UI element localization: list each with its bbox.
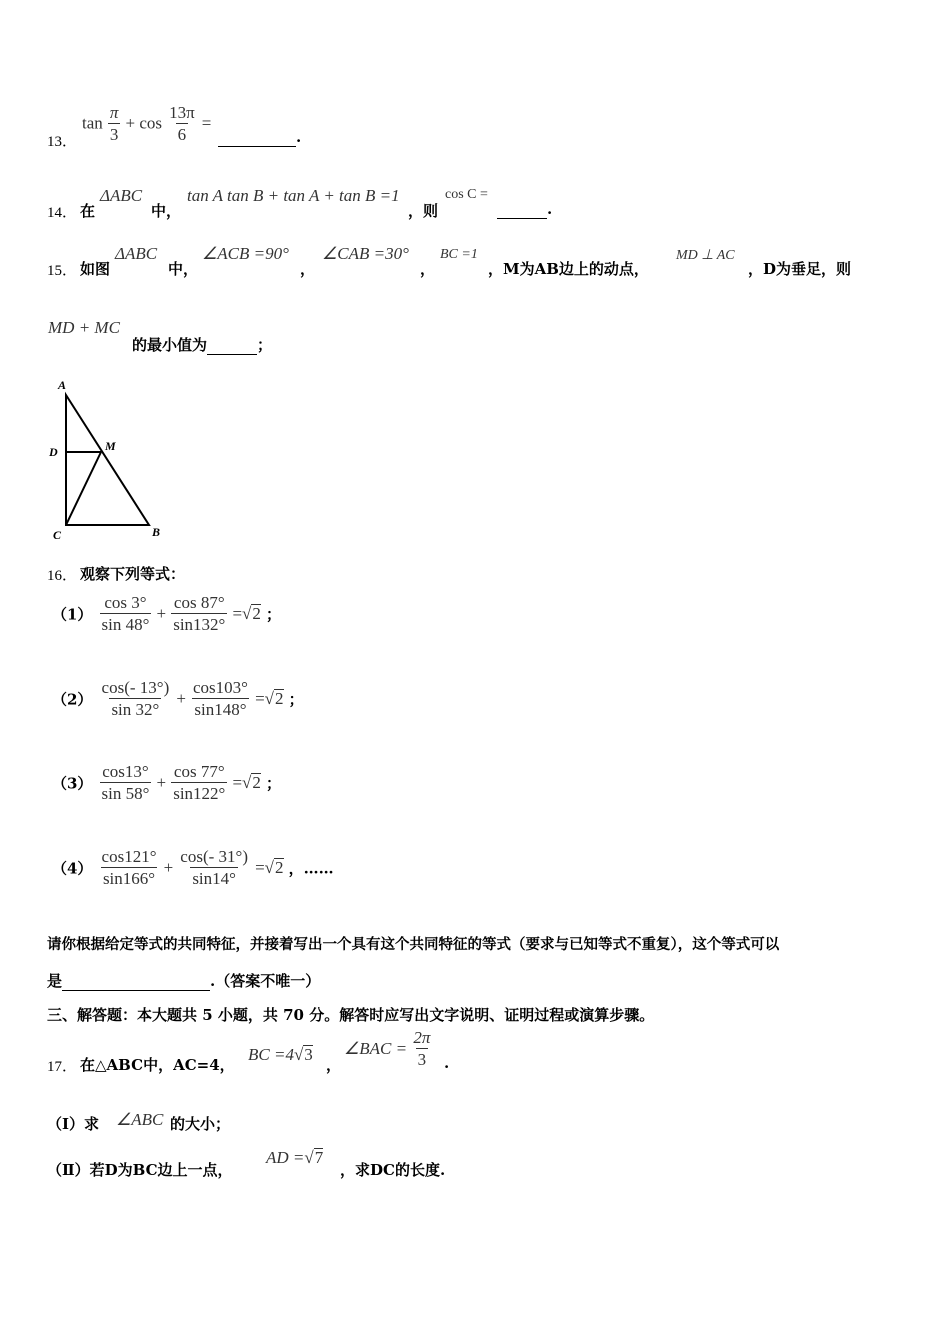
q16-number: 16． <box>47 568 78 584</box>
q15-bc: BC =1 <box>440 247 478 262</box>
q14-answer-blank[interactable]: . <box>497 200 552 219</box>
q15-perp: MD ⊥ AC <box>676 248 735 263</box>
q17-comma: ， <box>326 1056 342 1074</box>
q17-part1-end: 的大小； <box>170 1115 231 1133</box>
label-a: A <box>58 378 67 392</box>
q16-prompt-line-2: 是 .（答案不唯一） <box>47 972 321 990</box>
q16-equation-3: （3） $\frac{\cos 13^\circ}{\sin 58^\circ}$ + $\frac{\cos 77^\circ}{\sin 122^\circ}$ =√2 ； <box>52 762 281 803</box>
q15-figure <box>44 374 174 544</box>
q17-part2-end: ，求DC的长度. <box>340 1161 446 1179</box>
q17-number: 17． <box>47 1059 78 1075</box>
q17-part2-label: （Ⅱ）若D为BC边上一点， <box>47 1161 233 1179</box>
q14-text-zai: 在 <box>80 202 96 220</box>
q15-angle-cab: ∠CAB =30° <box>322 244 409 263</box>
q13-answer-blank[interactable]: . <box>218 128 301 147</box>
q16-title: 观察下列等式： <box>80 565 186 583</box>
q17-tail: . <box>444 1054 450 1072</box>
q13-fraction-2: $\frac{13\pi}{6}$ <box>169 103 195 144</box>
q16-equation-4: （4） $\frac{\cos 121^\circ}{\sin 166^\circ}$ + $\frac{\cos(- 31^\circ)}{\sin 14^\circ}$ =√2 ，…… <box>52 847 334 888</box>
q17-text: 在△ABC中，AC=4， <box>80 1056 235 1074</box>
q15-triangle: ΔABC <box>115 244 158 263</box>
q17-angle-bac: ∠BAC = $\frac{2\pi}{3}$ <box>344 1028 431 1069</box>
q17-part1-label: （Ⅰ）求 <box>47 1115 100 1133</box>
q14-condition: tan A tan B + tan A + tan B =1 <box>187 186 400 205</box>
q15-text-intro: 如图 <box>80 260 111 278</box>
label-d: D <box>49 445 58 459</box>
q14-text-zhong: 中， <box>151 202 182 220</box>
q13-expression: tan $\frac{\pi}{3}$ + cos $\frac{13\pi}{6}$ = <box>82 103 212 144</box>
q15-text-m: ，M为AB边上的动点， <box>488 260 649 278</box>
q16-equation-2: （2） $\frac{\cos(- 13^\circ)}{\sin 32^\circ}$ + $\frac{\cos 103^\circ}{\sin 148^\circ}$ =√2 ； <box>52 678 304 719</box>
q16-prompt-line-1: 请你根据给定等式的共同特征，并接着写出一个具有这个共同特征的等式（要求与已知等式不重复），这个等式可以 <box>47 936 780 953</box>
label-b: B <box>152 525 161 539</box>
q17-bc: BC =4√3 <box>248 1045 313 1064</box>
q15-ask: 的最小值为 ； <box>132 336 273 354</box>
q16-answer-blank[interactable] <box>62 972 210 991</box>
q17-part1-math: ∠ABC <box>116 1110 164 1129</box>
q14-number: 14． <box>47 205 78 221</box>
label-c: C <box>53 528 62 542</box>
q14-target: cos C = <box>445 187 488 202</box>
q15-comma-1: ， <box>300 260 316 278</box>
triangle-abc-shape <box>66 395 149 525</box>
q15-comma-2: ， <box>420 260 436 278</box>
q14-text-ze: ，则 <box>408 202 439 220</box>
q15-text-d: ，D为垂足，则 <box>748 260 852 278</box>
q16-equation-1: （1） $\frac{\cos 3^\circ}{\sin 48^\circ}$ + $\frac{\cos 87^\circ}{\sin 132^\circ}$ =√2 ； <box>52 593 281 634</box>
q15-expression: MD + MC <box>48 318 120 337</box>
q15-text-zhong: 中， <box>168 260 199 278</box>
q13-number: 13． <box>47 134 78 150</box>
q14-triangle: ΔABC <box>100 186 143 205</box>
q15-number: 15． <box>47 263 78 279</box>
segment-cm <box>66 452 101 525</box>
q13-fraction-1: $\frac{\pi}{3}$ <box>109 103 119 144</box>
label-m: M <box>105 439 116 453</box>
q15-angle-acb: ∠ACB =90° <box>202 244 289 263</box>
section-3-heading: 三、解答题：本大题共 5 小题，共 70 分。解答时应写出文字说明、证明过程或演算步骤。 <box>47 1006 655 1024</box>
q17-part2-math: AD =√7 <box>266 1148 324 1167</box>
